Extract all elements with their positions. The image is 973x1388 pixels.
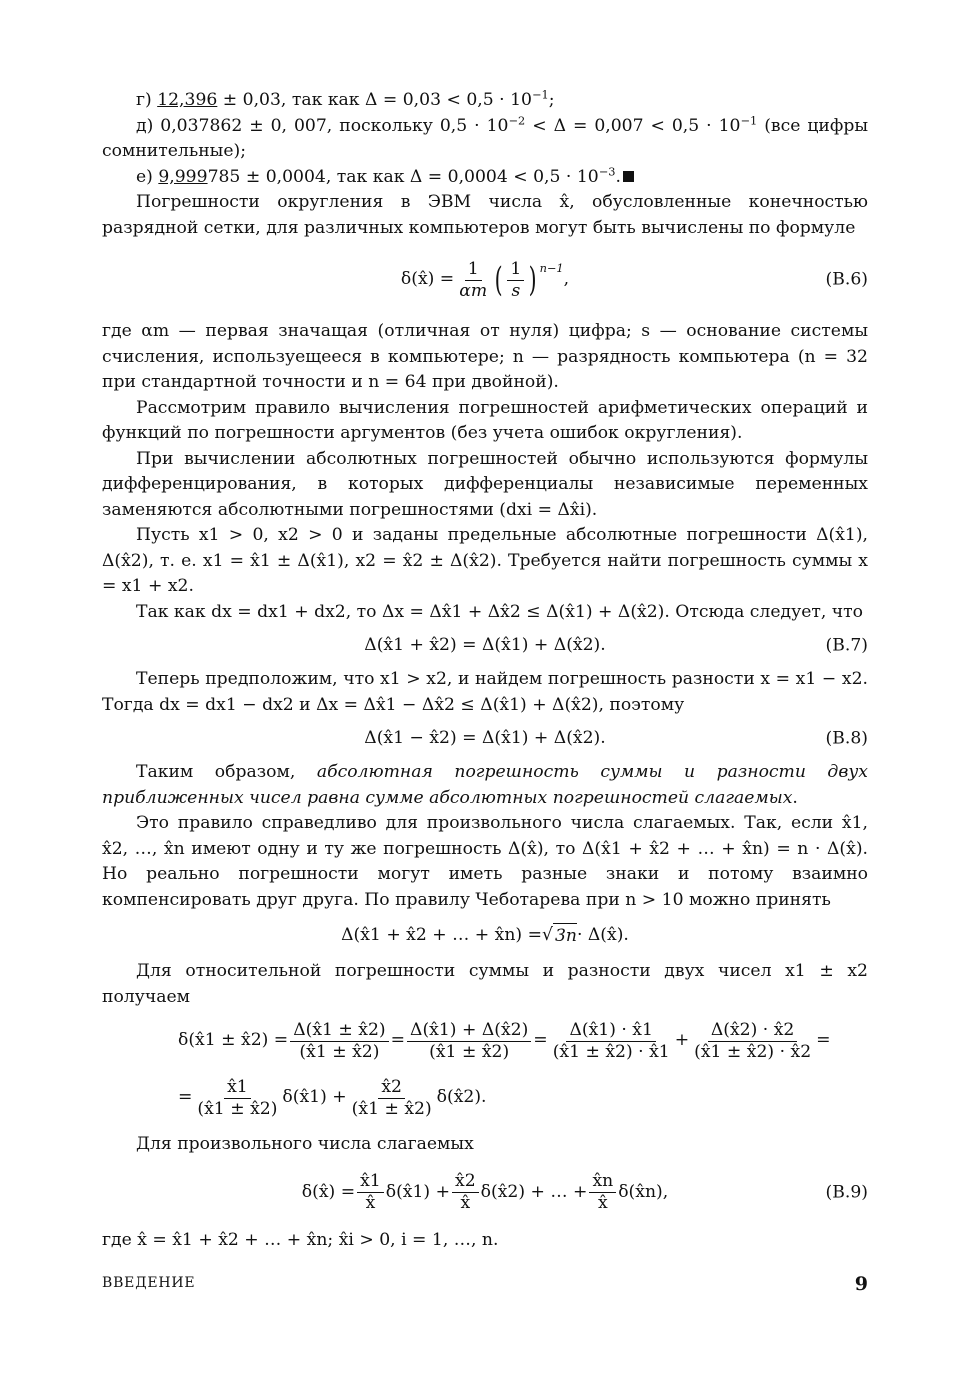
- paragraph-rule: Рассмотрим правило вычисления погрешностей арифметических операций и функций по погрешности аргументов (без учета ошибок округления).: [102, 397, 868, 443]
- page-number: 9: [854, 1273, 868, 1295]
- equation-number: (В.6): [825, 269, 868, 290]
- equation-number: (В.7): [825, 635, 868, 656]
- section-title: ВВЕДЕНИЕ: [102, 1275, 196, 1291]
- paragraph-rounding: Погрешности округления в ЭВМ числа x̂, обусловленные конечностью разрядной сетки, для различных компьютеров могут быть вычислены по формуле: [102, 192, 868, 238]
- equation-b9: δ(x̂) = $\frac{x̂1}{x̂}$ δ(x̂1) + $\frac{x̂2}{x̂}$ δ(x̂2) + … + $\frac{x̂n}{x̂}$ δ(x̂n), (В.9): [301, 1171, 868, 1213]
- equation-chebotarev: Δ(x̂1 + x̂2 + … + x̂n) = √ 3n · Δ(x̂).: [102, 919, 868, 953]
- paragraph-abs-calc: При вычислении абсолютных погрешностей обычно используются формулы дифференцирования, в которых дифференциалы независимые переменных заменяются абсолютными погрешностями (dxi = Δx̂i).: [102, 448, 868, 520]
- paragraph-where-alpha: где αm — первая значащая (отличная от нуля) цифра; s — основание системы счисления, используещееся в компьютере; n — разрядность компьютера (n = 32 при стандартной точности и n = 64 при двойной).: [102, 321, 868, 392]
- paragraph-thus: Таким образом, абсолютная погрешность суммы и разности двух приближенных чисел равна сумме абсолютных погрешностей слагаемых.: [102, 762, 868, 808]
- equation-number: (В.9): [825, 1181, 868, 1202]
- item-d: д) 0,037862 ± 0, 007, поскольку $0,5 \cdot 10^{-2} < \Delta = 0,007 < 0,5 \cdot 10^{-1}$ (все цифры сомнительные);: [102, 112, 869, 161]
- paragraph-arbitrary-count: Для произвольного числа слагаемых: [136, 1134, 474, 1154]
- item-g: г) 12,396 ± 0,03, так как $\Delta = 0,03 < 0,5 \cdot 10^{-1}$;: [136, 87, 555, 110]
- paragraph-since: Так как dx = dx1 + dx2, то Δx = Δx̂1 + Δx̂2 ≤ Δ(x̂1) + Δ(x̂2). Отсюда следует, что: [136, 601, 864, 622]
- paragraph-arbitrary: Это правило справедливо для произвольного числа слагаемых. Так, если x̂1, x̂2, …, x̂n имеют одну и ту же погрешность Δ(x̂), то Δ(x̂1 + x̂2 + … + x̂n) = n · Δ(x̂). Но реально погрешности могут иметь разные знаки и потому взаимно компенсировать друг друга. По правилу Чеботарева при n > 10 можно принять: [102, 813, 868, 910]
- significant-digits: 12,396: [157, 90, 218, 110]
- equation-number: (В.8): [825, 728, 868, 749]
- equation-b8: Δ(x̂1 − x̂2) = Δ(x̂1) + Δ(x̂2). (В.8): [102, 724, 868, 754]
- equation-relative-2: = $\frac{x̂1}{(x̂1 \pm x̂2)}$ δ(x̂1) + $\frac{x̂2}{(x̂1 \pm x̂2)}$ δ(x̂2).: [178, 1076, 487, 1119]
- significant-digits: 9,999: [158, 166, 208, 187]
- paragraph-suppose: Теперь предположим, что x1 > x2, и найдем погрешность разности x = x1 − x2. Тогда dx = dx1 − dx2 и Δx = Δx̂1 − Δx̂2 ≤ Δ(x̂1) + Δ(x̂2), поэтому: [102, 669, 868, 715]
- equation-b6: δ(x̂) = $\frac{1}{\alpha m}$ ( $\frac{1}{s}$ ) $^{n-1}$ , (В.6): [400, 258, 868, 301]
- paragraph-final-where: где x̂ = x̂1 + x̂2 + … + x̂n; x̂i > 0, i = 1, …, n.: [102, 1229, 499, 1250]
- page-body: [102, 88, 868, 1253]
- rule-statement: абсолютная погрешность суммы и разности двух приближенных чисел равна сумме абсолютных погрешностей слагаемых: [102, 762, 868, 808]
- paragraph-relative: Для относительной погрешности суммы и разности двух чисел x1 ± x2 получаем: [102, 961, 868, 1007]
- end-of-example-icon: [623, 171, 634, 182]
- item-e: е) 9,999785 ± 0,0004, так как $\Delta = 0,0004 < 0,5 \cdot 10^{-3}$.: [102, 165, 868, 191]
- equation-relative-1: δ(x̂1 ± x̂2) = $\frac{\Delta(x̂1 \pm x̂2)}{(x̂1 \pm x̂2)}$ = $\frac{\Delta(x̂1) + \Delta(x̂2)}{(x̂1 \pm x̂2)}$ = $\frac{\Delta(x̂1) \cdot x̂1}{(x̂1 \pm x̂2) \cdot x̂1}$ + $\frac{\Delta(x̂2) \cdot x̂2}{(x̂1 \pm x̂2) \cdot x̂2}$ =: [178, 1019, 831, 1062]
- paragraph-let: Пусть x1 > 0, x2 > 0 и заданы предельные абсолютные погрешности Δ(x̂1), Δ(x̂2), т. е. x1 = x̂1 ± Δ(x̂1), x2 = x̂2 ± Δ(x̂2). Требуется найти погрешность суммы x = x1 + x2.: [102, 525, 868, 596]
- equation-b7: Δ(x̂1 + x̂2) = Δ(x̂1) + Δ(x̂2). (В.7): [102, 631, 868, 661]
